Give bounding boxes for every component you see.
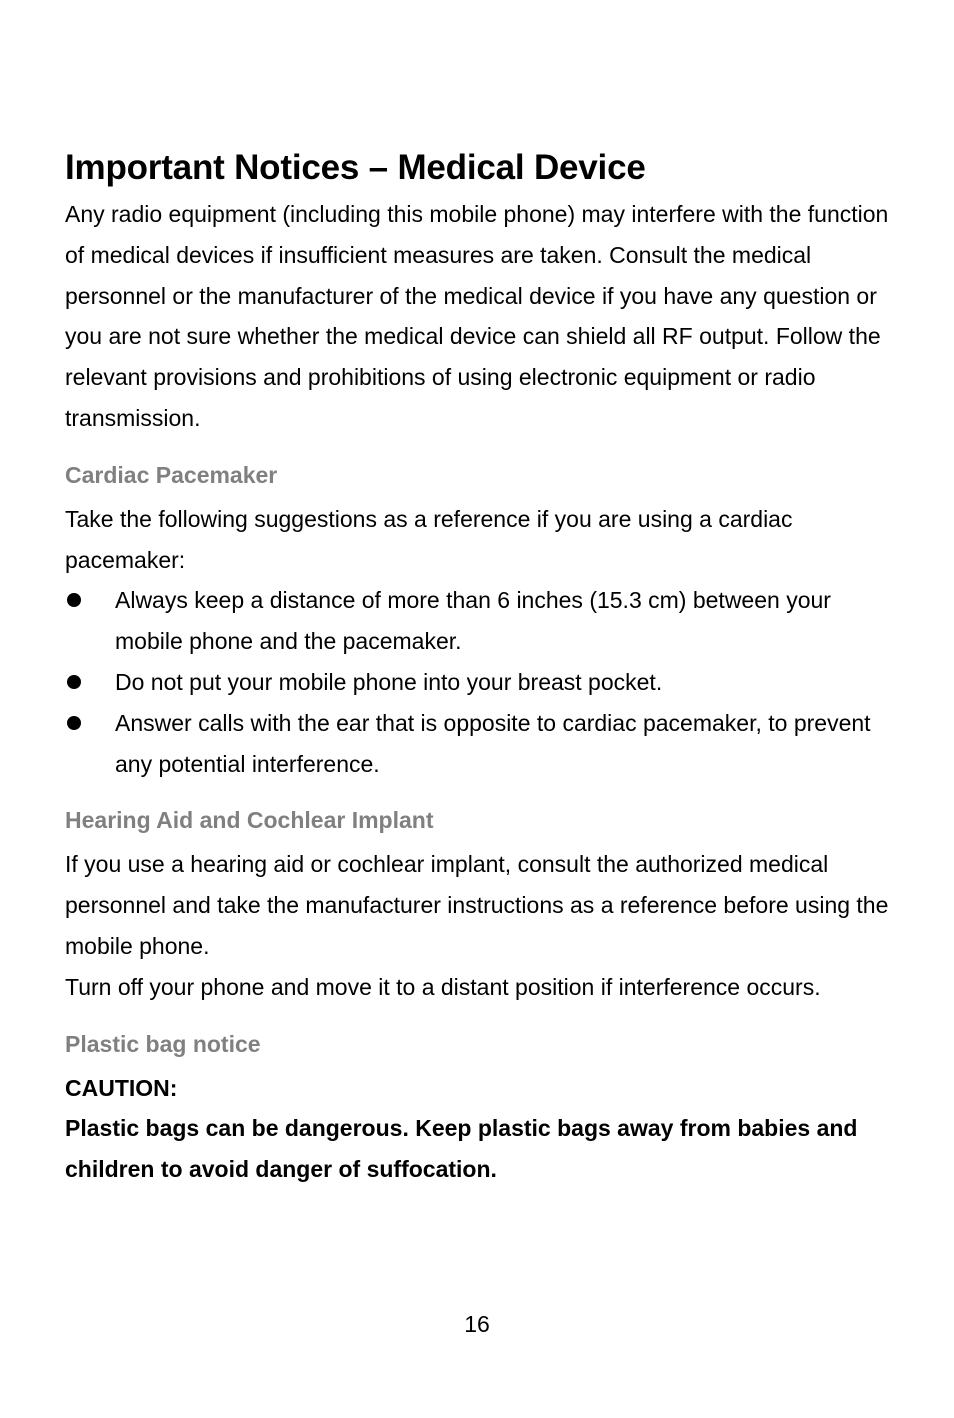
caution-label: CAUTION: [65, 1074, 178, 1101]
list-item [65, 580, 895, 662]
pacemaker-intro: Take the following suggestions as a reference if you are using a cardiac pacemaker: [65, 505, 793, 573]
bullet-icon [67, 593, 81, 607]
list-item [65, 662, 895, 703]
hearing-paragraph-1: If you use a hearing aid or cochlear implant, consult the authorized medical personnel and take the manufacturer instructions as a reference before using the mobile phone. [65, 851, 889, 959]
page-title: Important Notices – Medical Device [65, 148, 646, 187]
document-page [65, 146, 895, 1190]
bullet-text: Answer calls with the ear that is opposite to cardiac pacemaker, to prevent any potential interference. [115, 709, 871, 777]
bullet-icon [67, 716, 81, 730]
section-heading-plastic: Plastic bag notice [65, 1030, 261, 1057]
page-number: 16 [464, 1311, 490, 1337]
pacemaker-bullet-list [65, 580, 895, 784]
section-heading-pacemaker: Cardiac Pacemaker [65, 461, 278, 488]
caution-text: Plastic bags can be dangerous. Keep plastic bags away from babies and children to avoid danger of suffocation. [65, 1115, 858, 1183]
section-heading-hearing: Hearing Aid and Cochlear Implant [65, 807, 434, 834]
intro-paragraph: Any radio equipment (including this mobile phone) may interfere with the function of medical devices if insufficient measures are taken. Consult the medical personnel or the manufacturer of the medical device if you have any question or you are not sure whether the medical device can shield all RF output. Follow the relevant provisions and prohibitions of using electronic equipment or radio transmission. [65, 201, 889, 431]
bullet-text: Do not put your mobile phone into your breast pocket. [115, 668, 663, 695]
list-item [65, 703, 895, 785]
bullet-text: Always keep a distance of more than 6 inches (15.3 cm) between your mobile phone and the pacemaker. [115, 587, 831, 655]
hearing-paragraph-2: Turn off your phone and move it to a distant position if interference occurs. [65, 973, 821, 1000]
bullet-icon [67, 675, 81, 689]
